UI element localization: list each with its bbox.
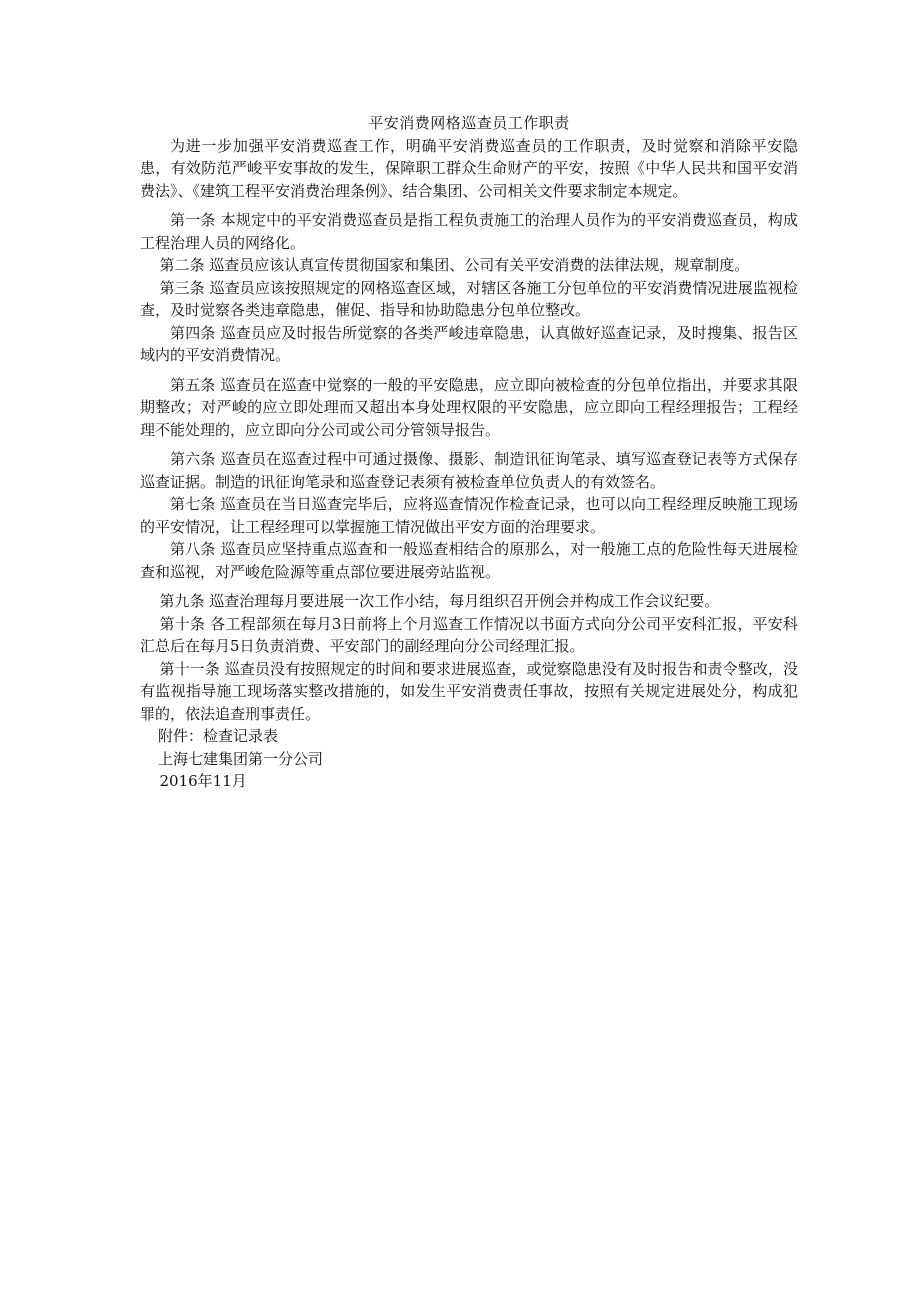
company-name: 上海七建集团第一分公司 <box>158 749 324 768</box>
document-date: 2016年11月 <box>159 772 247 790</box>
article-11: 第十一条 巡查员没有按照规定的时间和要求进展巡查，或觉察隐患没有及时报告和责令整改，没有监视指导施工现场落实整改措施的，如发生平安消费责任事故，按照有关规定进展处分，构成犯罪的，依法追查刑事责任。 <box>140 659 798 723</box>
document-title: 平安消费网格巡查员工作职责 <box>368 114 570 132</box>
article-6: 第六条 巡查员在巡查过程中可通过摄像、摄影、制造讯征询笔录、填写巡查登记表等方式保存巡查证据。制造的讯征询笔录和巡查登记表须有被检查单位负责人的有效签名。 <box>140 450 798 491</box>
article-7: 第七条 巡查员在当日巡查完毕后，应将巡查情况作检查记录，也可以向工程经理反映施工现场的平安情况，让工程经理可以掌握施工情况做出平安方面的治理要求。 <box>140 495 798 536</box>
article-9: 第九条 巡查治理每月要进展一次工作小结，每月组织召开例会并构成工作会议纪要。 <box>159 592 720 610</box>
article-8: 第八条 巡查员应坚持重点巡查和一般巡查相结合的原那么，对一般施工点的危险性每天进展检查和巡视，对严峻危险源等重点部位要进展旁站监视。 <box>140 540 798 581</box>
intro-paragraph: 为进一步加强平安消费巡查工作，明确平安消费巡查员的工作职责，及时觉察和消除平安隐患，有效防范严峻平安事故的发生，保障职工群众生命财产的平安，按照《中华人民共和国平安消费法》、《建筑工程平安消费治理条例》、结合集团、公司相关文件要求制定本规定。 <box>140 136 798 200</box>
article-1: 第一条 本规定中的平安消费巡查员是指工程负责施工的治理人员作为的平安消费巡查员，构成工程治理人员的网络化。 <box>140 211 798 252</box>
attachment-line: 附件：检查记录表 <box>158 727 279 745</box>
article-4: 第四条 巡查员应及时报告所觉察的各类严峻违章隐患，认真做好巡查记录，及时搜集、报告区域内的平安消费情况。 <box>140 323 798 364</box>
article-3: 第三条 巡查员应该按照规定的网格巡查区域，对辖区各施工分包单位的平安消费情况进展监视检查，及时觉察各类违章隐患，催促、指导和协助隐患分包单位整改。 <box>140 278 798 319</box>
article-5: 第五条 巡查员在巡查中觉察的一般的平安隐患，应立即向被检查的分包单位指出，并要求其限期整改；对严峻的应立即处理而又超出本身处理权限的平安隐患，应立即向工程经理报告；工程经理不能处理的，应立即向分公司或公司分管领导报告。 <box>140 375 798 439</box>
document-body <box>140 112 798 793</box>
article-10: 第十条 各工程部须在每月3日前将上个月巡查工作情况以书面方式向分公司平安科汇报，平安科汇总后在每月5日负责消费、平安部门的副经理向分公司经理汇报。 <box>140 614 798 655</box>
article-2: 第二条 巡查员应该认真宣传贯彻国家和集团、公司有关平安消费的法律法规，规章制度。 <box>159 256 750 274</box>
